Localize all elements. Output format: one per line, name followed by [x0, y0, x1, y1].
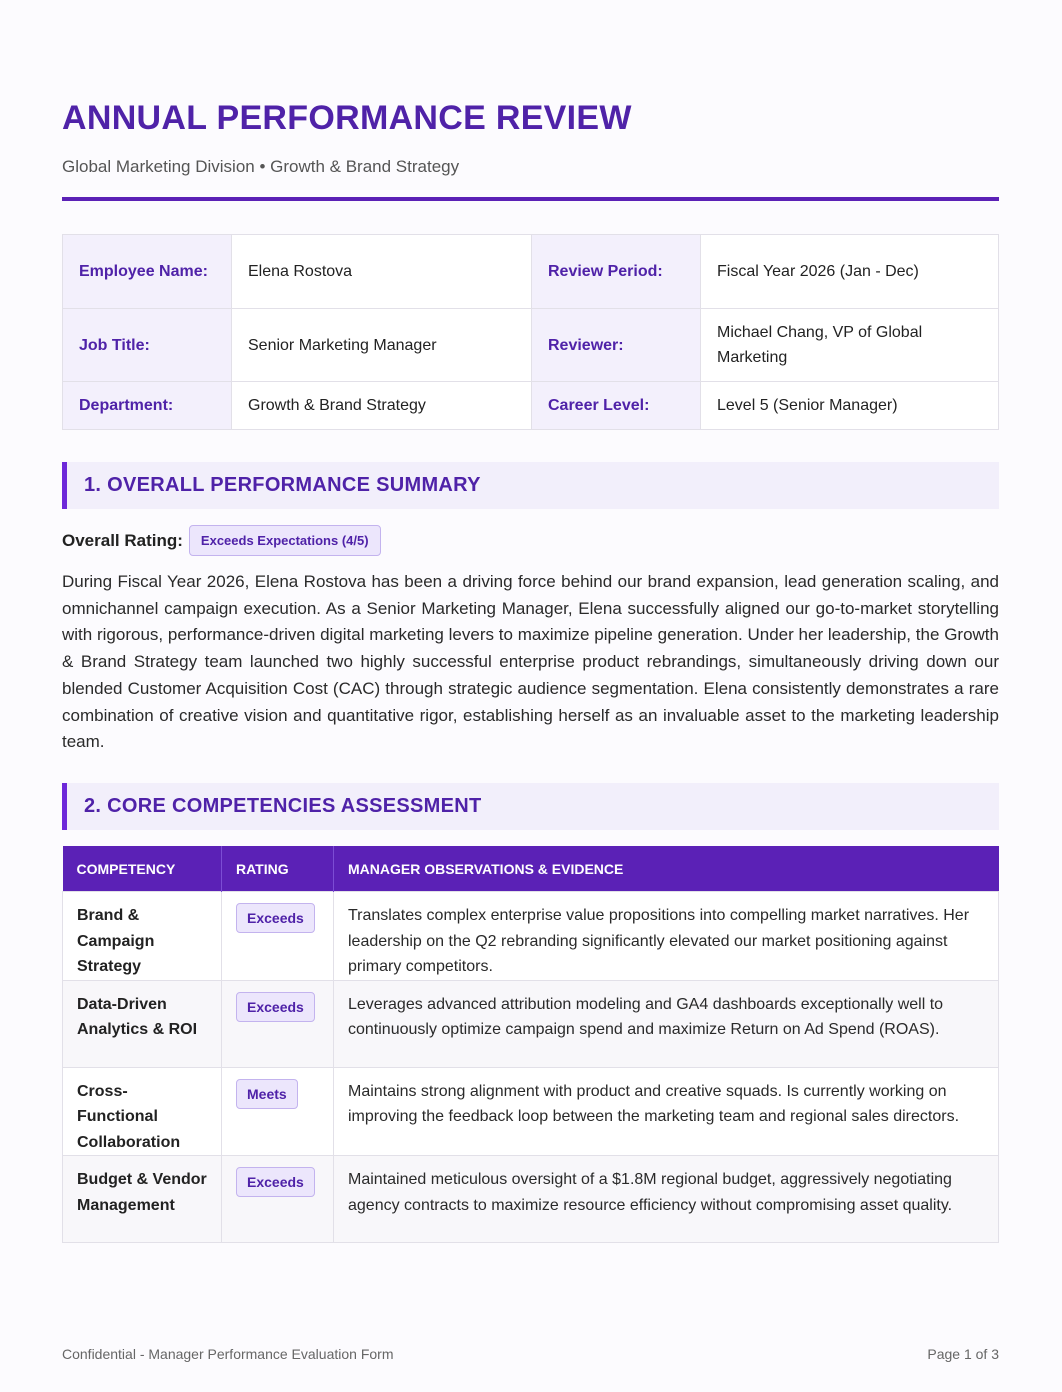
review-period-label: Review Period: — [532, 235, 701, 309]
header-divider — [62, 197, 999, 201]
observation-text: Leverages advanced attribution modeling and GA4 dashboards exceptionally well to continuously optimize campaign spend and maximize Return on Ad Spend (ROAS). — [334, 980, 999, 1067]
employee-name-label: Employee Name: — [63, 235, 232, 309]
table-header-row — [63, 846, 999, 892]
rating-cell — [222, 1067, 334, 1156]
observation-text: Maintains strong alignment with product and creative squads. Is currently working on improving the feedback loop between the marketing team and regional sales directors. — [334, 1067, 999, 1156]
competency-name: Brand & Campaign Strategy — [63, 892, 222, 981]
column-header-observations: MANAGER OBSERVATIONS & EVIDENCE — [334, 846, 999, 892]
rating-badge: Exceeds — [236, 903, 315, 933]
overall-rating — [62, 525, 381, 556]
page-title: ANNUAL PERFORMANCE REVIEW — [62, 99, 632, 137]
career-level-value: Level 5 (Senior Manager) — [701, 382, 999, 430]
column-header-competency: COMPETENCY — [63, 846, 222, 892]
section-heading-summary: 1. OVERALL PERFORMANCE SUMMARY — [62, 462, 999, 509]
footer-confidential: Confidential - Manager Performance Evaluation Form — [62, 1346, 394, 1362]
observation-text: Translates complex enterprise value propositions into compelling market narratives. Her leadership on the Q2 rebranding significantly elevated our market positioning against primary competitors. — [334, 892, 999, 981]
info-row — [63, 382, 999, 430]
employee-name-value: Elena Rostova — [232, 235, 532, 309]
table-row — [63, 1156, 999, 1243]
overall-rating-badge: Exceeds Expectations (4/5) — [189, 525, 381, 556]
performance-summary-text: During Fiscal Year 2026, Elena Rostova has been a driving force behind our brand expansion, lead generation scaling, and omnichannel campaign execution. As a Senior Marketing Manager, Elena successfully aligned our go-to-market storytelling with rigorous, performance-driven digital marketing levers to maximize pipeline generation. Under her leadership, the Growth & Brand Strategy team launched two highly successful enterprise product rebrandings, simultaneously driving down our blended Customer Acquisition Cost (CAC) through strategic audience segmentation. Elena consistently demonstrates a rare combination of creative vision and quantitative rigor, establishing herself as an invaluable asset to the marketing leadership team. — [62, 572, 999, 752]
employee-info-table — [62, 234, 999, 430]
page-subtitle: Global Marketing Division • Growth & Brand Strategy — [62, 157, 460, 176]
overall-rating-label: Overall Rating: — [62, 530, 183, 550]
rating-cell — [222, 980, 334, 1067]
reviewer-value: Michael Chang, VP of Global Marketing — [701, 309, 999, 382]
competency-name: Cross-Functional Collaboration — [63, 1067, 222, 1156]
footer-page-number: Page 1 of 3 — [927, 1346, 999, 1362]
rating-cell — [222, 892, 334, 981]
reviewer-label: Reviewer: — [532, 309, 701, 382]
rating-badge: Exceeds — [236, 992, 315, 1022]
table-row — [63, 980, 999, 1067]
section-heading-competencies: 2. CORE COMPETENCIES ASSESSMENT — [62, 783, 999, 830]
review-period-value: Fiscal Year 2026 (Jan - Dec) — [701, 235, 999, 309]
competency-name: Budget & Vendor Management — [63, 1156, 222, 1243]
career-level-label: Career Level: — [532, 382, 701, 430]
competencies-table — [62, 846, 999, 1243]
department-value: Growth & Brand Strategy — [232, 382, 532, 430]
info-row — [63, 235, 999, 309]
rating-cell — [222, 1156, 334, 1243]
rating-badge: Exceeds — [236, 1167, 315, 1197]
job-title-value: Senior Marketing Manager — [232, 309, 532, 382]
table-row — [63, 892, 999, 981]
job-title-label: Job Title: — [63, 309, 232, 382]
department-label: Department: — [63, 382, 232, 430]
competency-name: Data-Driven Analytics & ROI — [63, 980, 222, 1067]
observation-text: Maintained meticulous oversight of a $1.8M regional budget, aggressively negotiating agency contracts to maximize resource efficiency without compromising asset quality. — [334, 1156, 999, 1243]
info-row — [63, 309, 999, 382]
column-header-rating: RATING — [222, 846, 334, 892]
table-row — [63, 1067, 999, 1156]
rating-badge: Meets — [236, 1079, 298, 1109]
